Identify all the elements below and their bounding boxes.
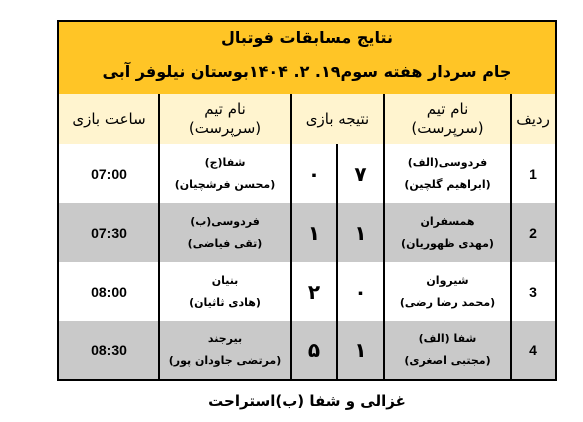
table-row [59,321,555,379]
score-team1: ۷ [354,161,367,186]
grid-line [290,94,292,381]
team1-cell [384,144,511,203]
header-team1 [384,94,511,144]
row-no: 4 [529,342,537,358]
header-team2-name: نام تیم [204,100,246,118]
table-subtitle: جام سردار هفته سوم۱۹. ۲. ۱۴۰۴بوستان نیلوفر آبی [102,62,512,81]
score-team2: ۱ [307,220,321,245]
team2-name: بنیان [211,273,239,287]
score-team1: ۱ [354,338,367,362]
team1-cell [384,321,511,379]
team2-coach: (تقی فیاضی) [187,236,263,250]
row-no: 2 [529,224,537,241]
match-time: 07:00 [91,165,127,182]
score-team2: ۵ [307,338,321,362]
header-team2 [159,94,291,144]
team1-cell [384,262,511,321]
team2-name: بیرجند [207,332,243,345]
header-row [59,94,555,145]
team1-coach: (ابراهیم گلچین) [404,177,491,191]
rest-note: غزالی و شفا (ب)استراحت [208,392,406,410]
header-team2-coach: (سرپرست) [188,119,262,137]
header-team1-name: نام تیم [426,100,469,118]
results-table [57,20,557,381]
team1-coach: (مجتبی اصغری) [404,354,491,367]
team2-coach: (مرتضی جاودان پور) [168,354,282,367]
score-team1: ۰ [354,279,367,304]
match-time: 07:30 [91,224,127,241]
table-row [59,262,555,322]
team1-name: فردوسی(الف) [407,155,488,169]
team1-name: شیروان [426,273,469,287]
header-result: نتیجه بازی [305,109,370,128]
table-title: نتایج مسابقات فوتبال [221,28,393,47]
header-row-no: ردیف [516,109,550,128]
team1-coach: (محمد رضا رضی) [399,295,496,309]
grid-line [336,144,338,379]
team2-cell [159,262,291,321]
team1-name: شفا (الف) [418,332,477,345]
team2-name: شفا(ج) [204,155,246,169]
team2-cell [159,203,291,262]
team1-cell [384,203,511,262]
team2-coach: (هادی ثاثیان) [189,295,261,309]
score-team2: ۲ [307,279,321,304]
row-no: 1 [529,165,537,182]
grid-line [383,94,385,381]
team1-coach: (مهدی ظهوریان) [401,236,494,250]
header-time: ساعت بازی [72,109,146,128]
team2-name: فردوسی(ب) [190,214,260,228]
match-time: 08:30 [91,342,127,358]
team1-name: همسفران [420,214,475,228]
title-band [59,22,555,95]
match-time: 08:00 [91,283,127,300]
grid-line [158,94,160,381]
grid-line [510,94,512,381]
team2-cell [159,321,291,379]
team2-coach: (محسن فرشچیان) [174,177,276,191]
table-row [59,203,555,263]
team2-cell [159,144,291,203]
score-team1: ۱ [354,220,367,245]
table-row [59,144,555,204]
row-no: 3 [529,283,537,300]
header-team1-coach: (سرپرست) [411,119,484,137]
score-team2: ۰ [307,161,321,186]
